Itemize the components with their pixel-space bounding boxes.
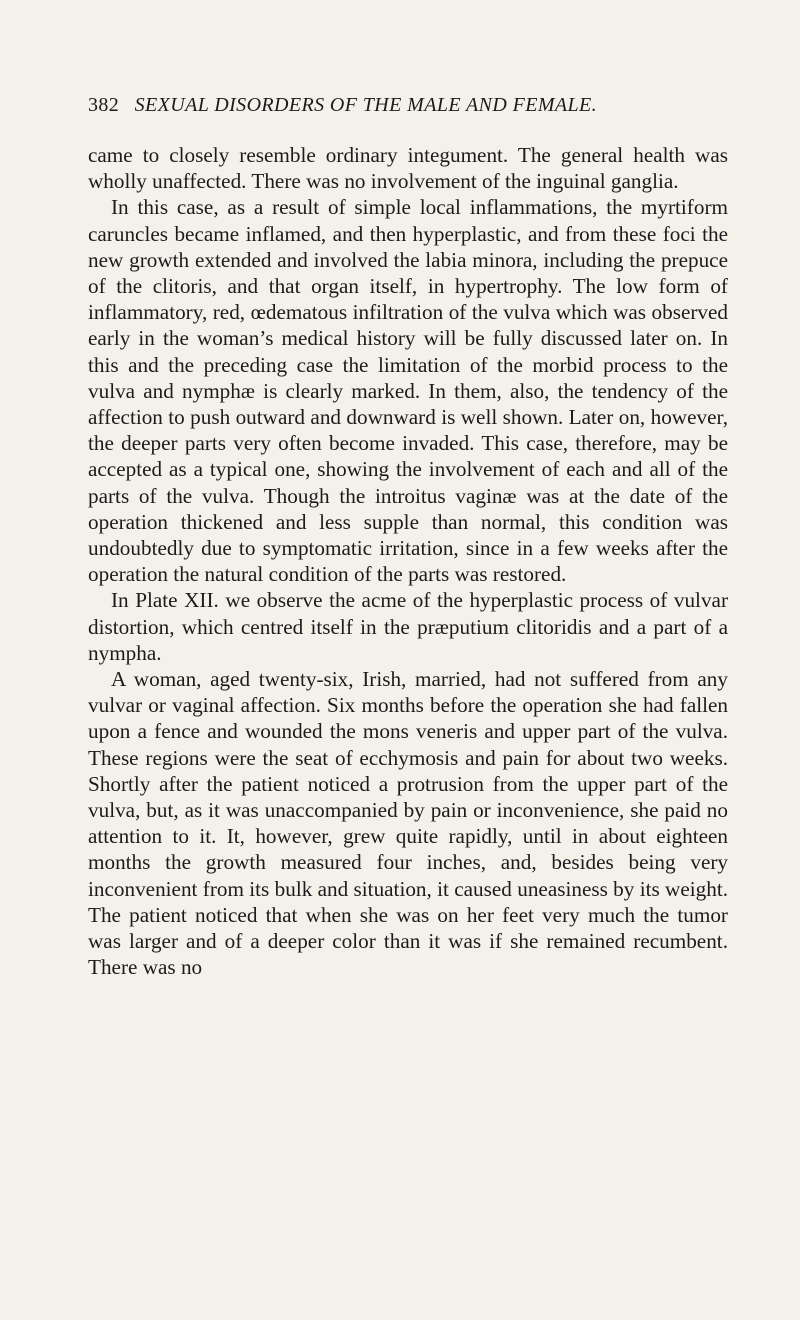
paragraph-continuation: came to closely resemble ordinary integument. The general health was wholly unaffected. There was no involvement of the inguinal ganglia. [88, 143, 728, 194]
running-title: SEXUAL DISORDERS OF THE MALE AND FEMALE. [134, 94, 598, 116]
body-text [88, 142, 728, 981]
paragraph-plate-reference: In Plate XII. we observe the acme of the hyperplastic process of vulvar distortion, which centred itself in the præputium clitoridis and a part of a nympha. [88, 588, 728, 665]
page-header [88, 94, 728, 124]
paragraph-case-history: A woman, aged twenty-six, Irish, married, had not suffered from any vulvar or vaginal affection. Six months before the operation she had fallen upon a fence and wounded the mons veneris and upper part of the vulva. These regions were the seat of ecchymosis and pain for about two weeks. Shortly after the patient noticed a protrusion from the upper part of the vulva, but, as it was unaccompanied by pain or inconvenience, she paid no attention to it. It, however, grew quite rapidly, until in about eighteen months the growth measured four inches, and, besides being very inconvenient from its bulk and situation, it caused uneasiness by its weight. The patient noticed that when she was on her feet very much the tumor was larger and of a deeper color than it was if she remained recumbent. There was no [88, 667, 728, 980]
paragraph-case-analysis: In this case, as a result of simple local inflammations, the myrtiform caruncles became inflamed, and then hyperplastic, and from these foci the new growth extended and involved the labia minora, including the prepuce of the clitoris, and that organ itself, in hypertrophy. The low form of inflammatory, red, œdematous infiltration of the vulva which was observed early in the woman’s medical history will be fully discussed later on. In this and the preceding case the limitation of the morbid process to the vulva and nymphæ is clearly marked. In them, also, the tendency of the affection to push outward and downward is well shown. Later on, however, the deeper parts very often become invaded. This case, therefore, may be accepted as a typical one, showing the involvement of each and all of the parts of the vulva. Though the introitus vaginæ was at the date of the operation thickened and less supple than normal, this condition was undoubtedly due to symptomatic irritation, since in a few weeks after the operation the natural condition of the parts was restored. [88, 195, 728, 587]
page-number: 382 [88, 94, 120, 116]
